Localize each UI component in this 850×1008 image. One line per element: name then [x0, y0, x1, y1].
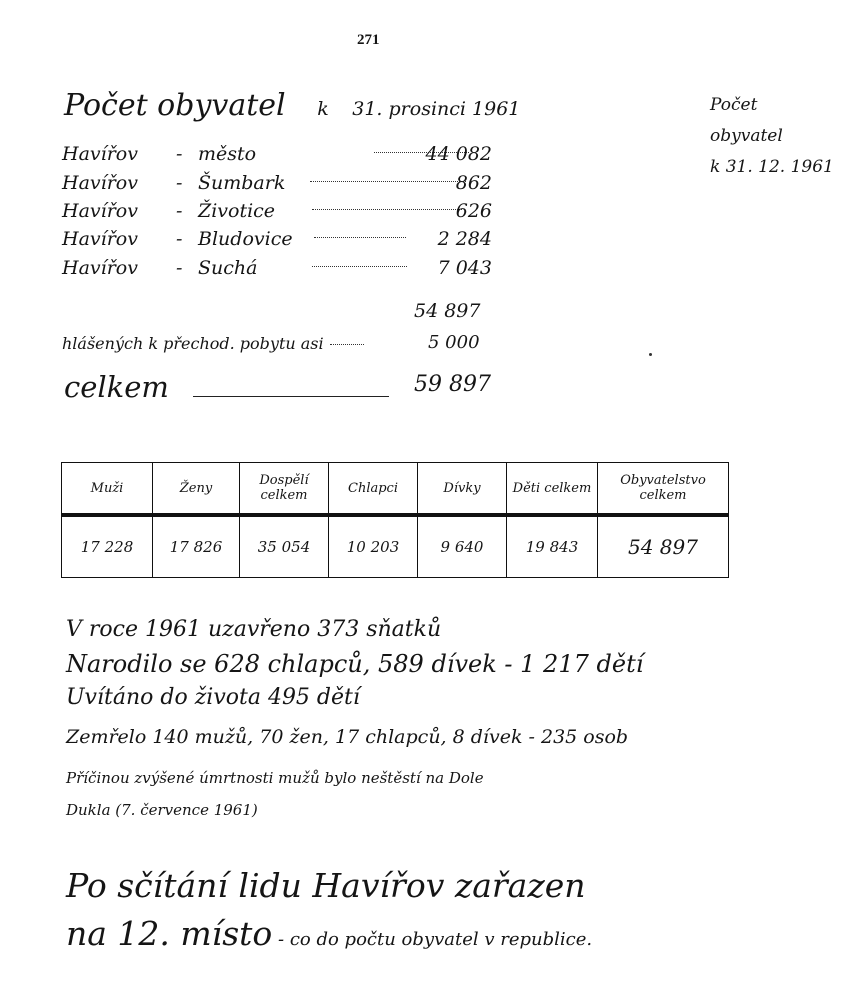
- population-dash: -: [176, 143, 183, 165]
- population-part: město: [198, 143, 257, 165]
- table-cell: 9 640: [418, 515, 507, 578]
- population-part: Životice: [198, 200, 276, 222]
- population-value: 44 082: [425, 143, 492, 165]
- side-note-line: obyvatel: [710, 126, 783, 146]
- page-number: 271: [357, 32, 380, 48]
- side-note: [710, 90, 834, 183]
- table-cell: 17 228: [62, 515, 153, 578]
- table-row: [62, 515, 729, 578]
- notes-block: [66, 613, 643, 715]
- cause-line: Dukla (7. července 1961): [66, 801, 258, 819]
- table-header-cell: Dospělí celkem: [240, 463, 329, 516]
- population-town: Havířov: [62, 228, 138, 250]
- side-note-line: Počet: [710, 95, 758, 115]
- population-dash: -: [176, 200, 183, 222]
- subtotal-value: 54 897: [414, 300, 481, 322]
- population-town: Havířov: [62, 257, 138, 279]
- population-row: [62, 143, 492, 171]
- table-cell: 17 826: [153, 515, 240, 578]
- table-cell: 35 054: [240, 515, 329, 578]
- dotted-leader: [310, 181, 466, 182]
- census-block: [66, 862, 592, 964]
- cause-line: Příčinou zvýšené úmrtnosti mužů bylo neštěstí na Dole: [66, 769, 484, 787]
- population-town: Havířov: [62, 143, 138, 165]
- heading-main: Počet obyvatel: [64, 88, 286, 123]
- side-note-line: k 31. 12. 1961: [710, 157, 834, 177]
- deaths-line: Zemřelo 140 mužů, 70 žen, 17 chlapců, 8 dívek - 235 osob: [66, 726, 629, 748]
- population-town: Havířov: [62, 172, 138, 194]
- heading-date: 31. prosinci 1961: [352, 98, 521, 120]
- population-row: [62, 200, 492, 228]
- population-row: [62, 257, 492, 285]
- table-header-cell: Obyvatelstvo celkem: [598, 463, 729, 516]
- temporary-label-wrap: [62, 334, 364, 353]
- population-dash: -: [176, 172, 183, 194]
- births-line: Narodilo se 628 chlapců, 589 dívek - 1 217 dětí: [66, 650, 644, 678]
- population-row: [62, 172, 492, 200]
- dotted-leader: [312, 266, 407, 267]
- table-header-cell: Děti celkem: [507, 463, 598, 516]
- marriages-line: V roce 1961 uzavřeno 373 sňatků: [66, 617, 442, 642]
- heading-k: k: [317, 98, 329, 120]
- table-header-cell: Ženy: [153, 463, 240, 516]
- population-value: 7 043: [437, 257, 492, 279]
- population-part: Bludovice: [198, 228, 293, 250]
- dotted-leader: [312, 209, 462, 210]
- table-cell: 19 843: [507, 515, 598, 578]
- temporary-value: 5 000: [428, 332, 480, 353]
- welcomed-line: Uvítáno do života 495 dětí: [66, 685, 360, 710]
- table-header-cell: Chlapci: [329, 463, 418, 516]
- census-rank: na 12. místo: [66, 914, 273, 953]
- population-dash: -: [176, 257, 183, 279]
- census-line-2: [66, 910, 592, 964]
- population-value: 2 284: [437, 228, 492, 250]
- population-row: [62, 228, 492, 256]
- census-note: - co do počtu obyvatel v republice.: [272, 929, 593, 950]
- table-header-cell: Dívky: [418, 463, 507, 516]
- total-label: celkem: [64, 370, 169, 404]
- dotted-leader: [330, 344, 364, 345]
- population-dash: -: [176, 228, 183, 250]
- total-underline: [193, 396, 389, 397]
- table-cell: 54 897: [598, 515, 729, 578]
- population-table: [61, 462, 729, 578]
- population-part: Suchá: [198, 257, 258, 279]
- census-line: Po sčítání lidu Havířov zařazen: [66, 866, 586, 905]
- ink-dot: [649, 353, 652, 356]
- table-cell: 10 203: [329, 515, 418, 578]
- page-heading: [64, 88, 520, 123]
- population-value: 626: [455, 200, 492, 222]
- population-part: Šumbark: [198, 172, 286, 194]
- temporary-label: hlášených k přechod. pobytu asi: [62, 334, 324, 353]
- population-value: 862: [455, 172, 492, 194]
- table-header-cell: Muži: [62, 463, 153, 516]
- dotted-leader: [314, 237, 406, 238]
- population-town: Havířov: [62, 200, 138, 222]
- cause-block: [66, 762, 484, 826]
- total-value: 59 897: [414, 372, 491, 397]
- table-header-row: [62, 463, 729, 516]
